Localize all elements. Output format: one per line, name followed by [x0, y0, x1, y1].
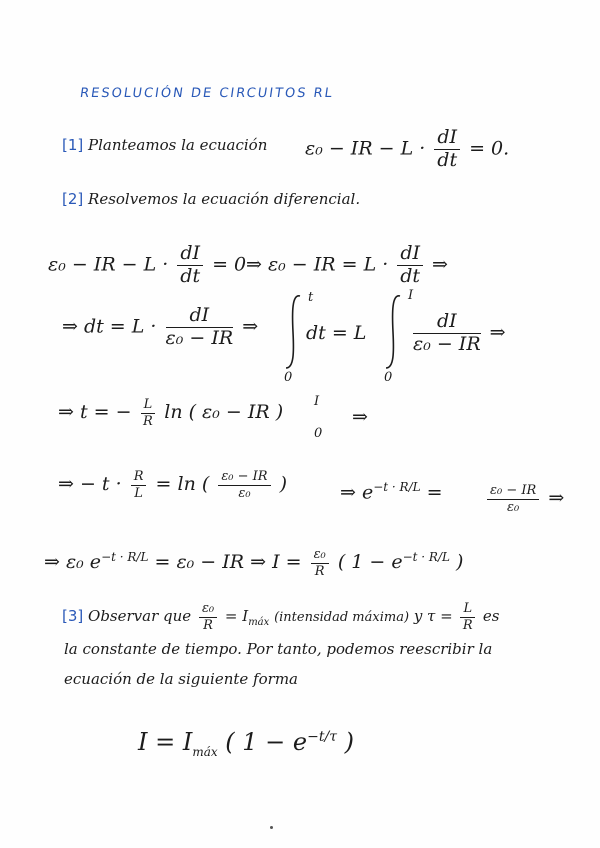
equation-term: = ln ( — [155, 473, 210, 496]
fraction: $\frac{\text{ε₀}}{R}$ — [311, 548, 329, 578]
fraction: $\frac{R}{L}$ — [131, 470, 147, 500]
equation-term: ( 1 − e — [337, 551, 403, 574]
equation-term: = ε₀ − IR ⇒ I = — [154, 551, 302, 574]
implies-arrow: ⇒ — [489, 321, 506, 344]
fraction: $\frac{dI}{\text{ε₀ − IR}}$ — [165, 304, 234, 349]
ink-dot — [270, 826, 273, 829]
derivation-line-2 — [62, 306, 258, 349]
final-equation — [138, 728, 354, 759]
implies-arrow: ⇒ — [352, 406, 368, 428]
fraction: $\frac{dI}{dt}$ — [397, 244, 423, 287]
derivation-line-1b — [246, 244, 448, 287]
step-text: Observar que — [88, 607, 192, 626]
integral-body-1: dt = L — [306, 322, 367, 344]
subscript: máx — [248, 617, 270, 629]
equation-term: dt = L · — [83, 315, 157, 338]
exponent: −t · R/L — [373, 480, 421, 494]
implies-arrow: ⇒ — [242, 315, 259, 338]
equation-term: ) — [279, 473, 288, 496]
derivation-line-4b — [340, 480, 443, 503]
equation-term: = — [426, 481, 443, 504]
equation-term: ln ( ε₀ − IR ) — [164, 401, 284, 424]
equation-term: ) — [456, 551, 464, 574]
equation-term: ε₀ − IR − L · — [305, 137, 426, 160]
derivation-line-5 — [44, 548, 463, 578]
step-text: Planteamos la ecuación — [88, 136, 268, 154]
implies-arrow: ⇒ — [62, 315, 78, 338]
fraction: $\frac{dI}{dt}$ — [177, 244, 203, 287]
derivation-line-3 — [58, 398, 283, 428]
fraction: $\frac{dI}{\text{ε₀ − IR}}$ — [413, 310, 481, 355]
derivation-line-4 — [58, 470, 287, 500]
integral-lower-limit: 0 — [284, 370, 293, 385]
equation-term: ⇒ e — [340, 481, 374, 504]
equation-term: = 0. — [469, 137, 510, 160]
text-line: la constante de tiempo. Por tanto, podemos reescribir la — [64, 640, 493, 658]
step-2 — [62, 190, 360, 208]
equation-term: ) — [344, 728, 354, 756]
evaluation-upper-limit: I — [314, 394, 320, 409]
derivation-line-1 — [48, 244, 246, 287]
evaluation-lower-limit: 0 — [314, 426, 323, 441]
integral-sign-icon — [282, 292, 304, 372]
equation-term: = 0 — [212, 253, 247, 276]
equation-term: = I — [224, 607, 249, 626]
implies-arrow: ⇒ — [548, 487, 565, 510]
equation-term: es — [482, 607, 500, 626]
equation-term: ⇒ ε₀ e — [44, 551, 102, 574]
equation-term: ⇒ ε₀ − IR = L · — [246, 253, 389, 276]
step-1 — [62, 136, 267, 154]
integral-body-2 — [410, 312, 506, 355]
integral-sign-icon — [382, 292, 404, 372]
implies-arrow: ⇒ — [432, 253, 448, 276]
integral-upper-limit: t — [308, 290, 314, 305]
equation-term: I = I — [138, 728, 193, 756]
step-text: Resolvemos la ecuación diferencial. — [88, 190, 361, 208]
step-3 — [62, 602, 499, 632]
equation-term: ⇒ − t · — [58, 473, 122, 496]
equation-1 — [305, 128, 509, 171]
derivation-line-4c — [484, 484, 564, 514]
annotation: (intensidad máxima) — [274, 610, 410, 626]
equation-term: ⇒ t = − — [58, 401, 132, 424]
exponent: −t/τ — [307, 729, 337, 745]
integral-upper-limit: I — [408, 288, 414, 303]
text-line: ecuación de la siguiente forma — [64, 670, 298, 688]
exponent: −t · R/L — [402, 549, 450, 564]
equation-term: ( 1 − e — [225, 728, 308, 756]
subscript: máx — [192, 744, 218, 759]
equation-term: ε₀ − IR − L · — [48, 253, 169, 276]
equation-term: y τ = — [413, 607, 453, 626]
fraction: $\frac{L}{R}$ — [460, 602, 475, 632]
page-title: RESOLUCIÓN DE CIRCUITOS RL — [78, 86, 335, 101]
fraction: $\frac{dI}{dt}$ — [434, 128, 460, 171]
fraction: $\frac{\text{ε₀ − IR}}{\text{ε₀}}$ — [218, 470, 270, 500]
step-number: [2] — [62, 190, 84, 208]
step-number: [3] — [62, 607, 84, 626]
exponent: −t · R/L — [101, 549, 149, 564]
fraction: $\frac{\text{ε₀}}{R}$ — [199, 602, 217, 632]
fraction: $\frac{\text{ε₀ − IR}}{\text{ε₀}}$ — [487, 484, 539, 514]
fraction: $\frac{L}{R}$ — [141, 398, 156, 428]
step-number: [1] — [62, 136, 84, 154]
integral-lower-limit: 0 — [384, 370, 393, 385]
